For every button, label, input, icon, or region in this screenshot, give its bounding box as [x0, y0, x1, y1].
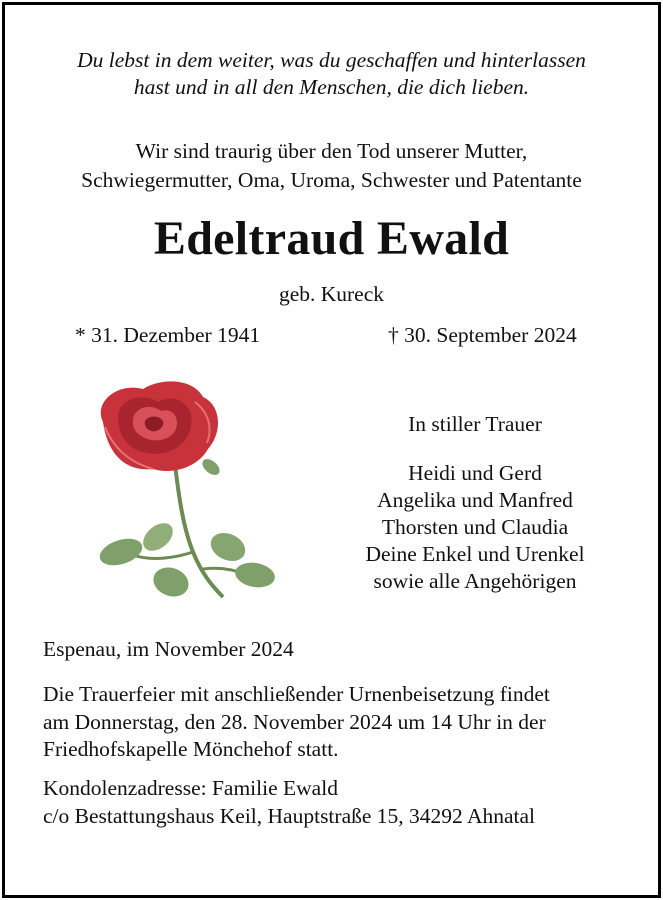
mourner-item: sowie alle Angehörigen — [373, 569, 577, 593]
obituary-notice — [2, 2, 661, 898]
mourner-item: Angelika und Manfred — [377, 488, 573, 512]
motto-line-1: Du lebst in dem weiter, was du geschaffen und hinterlassen — [77, 48, 586, 72]
intro-line-2: Schwiegermutter, Oma, Uroma, Schwester und Patentante — [81, 168, 582, 192]
birth-date: * 31. Dezember 1941 — [75, 323, 261, 347]
mourners-list — [335, 460, 615, 595]
condolence-line-2: c/o Bestattungshaus Keil, Hauptstraße 15, 34292 Ahnatal — [43, 803, 536, 828]
intro-text — [5, 137, 658, 195]
intro-line-1: Wir sind traurig über den Tod unserer Mutter, — [135, 139, 528, 163]
rose-icon — [83, 377, 283, 617]
maiden-name: geb. Kureck — [278, 282, 385, 306]
place-date: Espenau, im November 2024 — [43, 637, 294, 661]
mourner-item: Thorsten und Claudia — [381, 515, 569, 539]
deceased-name: Edeltraud Ewald — [153, 212, 510, 265]
mourning-title: In stiller Trauer — [408, 412, 542, 436]
motto-line-2: hast und in all den Menschen, die dich lieben. — [133, 75, 530, 99]
funeral-line-1: Die Trauerfeier mit anschließender Urnenbeisetzung findet — [43, 682, 550, 706]
mourner-item: Deine Enkel und Urenkel — [365, 542, 585, 566]
funeral-line-3: Friedhofskapelle Mönchehof statt. — [43, 737, 339, 761]
condolence-line-1: Kondolenzadresse: Familie Ewald — [43, 776, 338, 800]
condolence-address — [43, 775, 535, 830]
funeral-details — [43, 681, 550, 764]
death-date: † 30. September 2024 — [388, 323, 577, 347]
funeral-line-2: am Donnerstag, den 28. November 2024 um 14 Uhr in der — [43, 709, 546, 734]
motto-quote — [5, 47, 658, 101]
mourner-item: Heidi und Gerd — [408, 461, 542, 485]
